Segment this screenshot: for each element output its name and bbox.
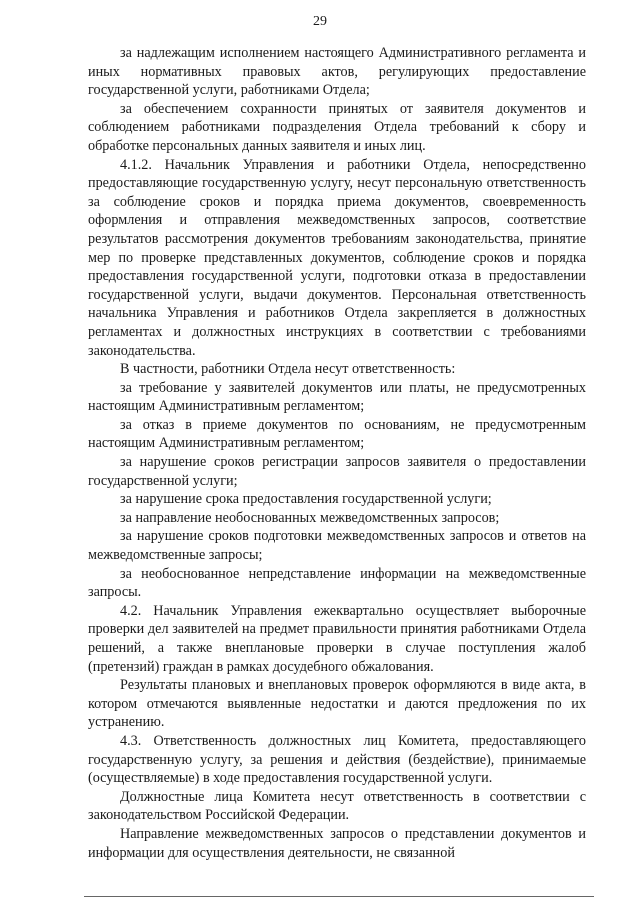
paragraph: 4.3. Ответственность должностных лиц Комитета, предоставляющего государственную услугу, за решения и действия (бездействие), принимаемые (осуществляемые) в ходе предоставления государственной услуги. (88, 732, 586, 787)
paragraph: за обеспечением сохранности принятых от заявителя документов и соблюдением работниками подразделения Отдела требований к сбору и обработке персональных данных заявителя и иных лиц. (88, 100, 586, 154)
paragraph: В частности, работники Отдела несут ответственность: (120, 361, 456, 378)
paragraph: за нарушение сроков регистрации запросов заявителя о предоставлении государственной услуги; (88, 454, 586, 489)
paragraph: за нарушение сроков подготовки межведомственных запросов и ответов на межведомственные запросы; (88, 528, 586, 564)
paragraph: Должностные лица Комитета несут ответственность в соответствии с законодательством Российской Федерации. (88, 788, 586, 824)
paragraph: Результаты плановых и внеплановых проверок оформляются в виде акта, в котором отмечаются выявленные недостатки и даются предложения по их устранению. (88, 677, 586, 731)
paragraph: за требование у заявителей документов или платы, не предусмотренных настоящим Административным регламентом; (88, 379, 586, 415)
paragraph: за отказ в приеме документов по основаниям, не предусмотренным настоящим Административным регламентом; (88, 416, 586, 452)
paragraph: за необоснованное непредставление информации на межведомственные запросы. (88, 565, 586, 601)
paragraph: за надлежащим исполнением настоящего Административного регламента и иных нормативных правовых актов, регулирующих предоставление государственной услуги, работниками Отдела; (88, 45, 586, 99)
document-body (88, 44, 586, 862)
paragraph: за направление необоснованных межведомственных запросов; (120, 509, 500, 526)
paragraph: Направление межведомственных запросов о представлении документов и информации для осуществления деятельности, не связанной (88, 825, 586, 861)
paragraph: 4.1.2. Начальник Управления и работники Отдела, непосредственно предоставляющие государственную услугу, несут персональную ответственность за соблюдение сроков и порядка приема документов, своевременность оформления и отправления межведомственных запросов, соответствие результатов рассмотрения документов требованиям законодательства, принятие мер по проверке представленных документов, соблюдение сроков и порядка предоставления государственной услуги, подготовки отказа в предоставлении государственной услуги, выдачи документов. Персональная ответственность начальника Управления и работников Отдела закрепляется в должностных регламентах и должностных инструкциях в соответствии с требованиями законодательства. (88, 156, 586, 359)
page-number: 29 (313, 14, 327, 29)
paragraph: 4.2. Начальник Управления ежеквартально осуществляет выборочные проверки дел заявителей на предмет правильности принятия работниками Отдела решений, а также внеплановые проверки в случае поступления жалоб (претензий) граждан в рамках досудебного обжалования. (88, 602, 586, 675)
paragraph: за нарушение срока предоставления государственной услуги; (120, 491, 492, 508)
page-bottom-edge (84, 896, 594, 897)
